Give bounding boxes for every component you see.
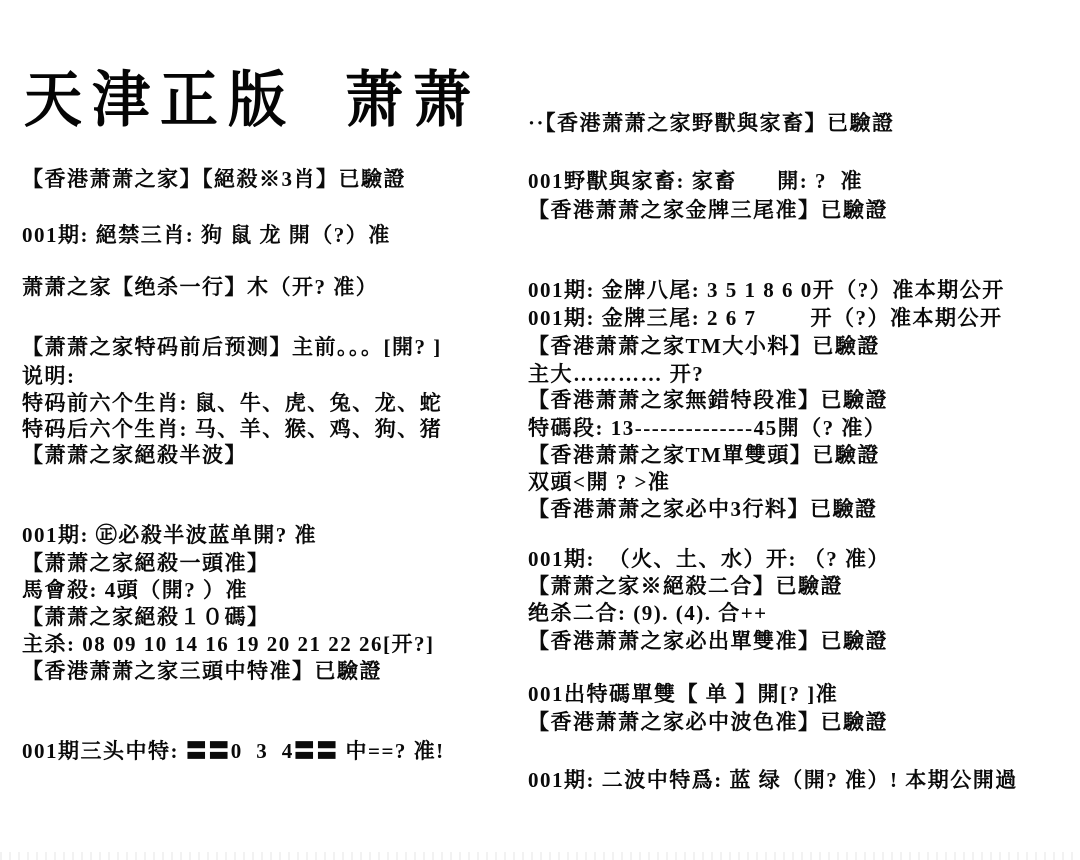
left-line-last-six-zodiacs: 特码后六个生肖: 马、羊、猴、鸡、狗、猪: [22, 417, 443, 441]
right-line-segment-range: 特碼段: 13--------------45開（? 准）: [528, 416, 887, 440]
right-line-oddeven-header: 【香港萧萧之家必出單雙准】已驗證: [528, 629, 888, 653]
left-line-halfwave-header: 【萧萧之家絕殺半波】: [22, 443, 247, 467]
scan-noise-strip: [0, 852, 1080, 860]
left-line-kill-head-header: 【萧萧之家絕殺一頭准】: [22, 551, 270, 575]
left-line-three-heads-header: 【香港萧萧之家三頭中特准】已驗證: [22, 659, 382, 683]
left-line-first-six-zodiacs: 特码前六个生肖: 鼠、牛、虎、兔、龙、蛇: [22, 391, 443, 415]
right-line-segment-header: 【香港萧萧之家無錯特段准】已驗證: [528, 388, 888, 412]
right-line-two-wave-pick: 001期: 二波中特爲: 蓝 绿（開? 准）! 本期公開過: [528, 768, 1018, 792]
right-line-eight-tails: 001期: 金牌八尾: 3 5 1 8 6 0开（?）准本期公开: [528, 278, 1005, 302]
left-line-halfwave-kill: 001期: ㊣必殺半波蓝单開? 准: [22, 523, 317, 547]
left-line-note-label: 说明:: [22, 364, 76, 388]
right-line-bigsmall-header: 【香港萧萧之家TM大小料】已驗證: [528, 334, 880, 358]
right-line-oddeven-head-header: 【香港萧萧之家TM單雙頭】已驗證: [528, 443, 880, 467]
left-line-kill-numbers: 主杀: 08 09 10 14 16 19 20 21 22 26[开?]: [22, 632, 435, 656]
right-line-elements-pick: 001期: （火、土、水）开: （? 准）: [528, 547, 890, 571]
right-line-kill-combo-header: 【萧萧之家※絕殺二合】已驗證: [528, 574, 843, 598]
right-line-beast-pick: 001野獸與家畜: 家畜 開: ? 准: [528, 169, 863, 193]
left-line-banned-zodiacs: 001期: 絕禁三肖: 狗 鼠 龙 開（?）准: [22, 223, 391, 247]
left-line-three-heads-pick: 001期三头中特: 〓〓0 3 4〓〓 中==? 准!: [22, 739, 445, 763]
right-line-main-big: 主大………… 开?: [528, 362, 705, 386]
right-line-oddeven-pick: 001出特碼單雙【 单 】開[? ]准: [528, 682, 839, 706]
right-line-beast-header: ··【香港萧萧之家野獸與家畜】已驗證: [528, 111, 895, 135]
left-line-jockey-kill: 馬會殺: 4頭（開? ）准: [22, 578, 248, 602]
left-line-forecast-header: 【萧萧之家特码前后预测】主前。。。[開? ]: [22, 335, 442, 359]
right-line-threetail-header: 【香港萧萧之家金牌三尾准】已驗證: [528, 198, 888, 222]
right-line-wave-color-header: 【香港萧萧之家必中波色准】已驗證: [528, 710, 888, 734]
right-line-double-head: 双頭<開 ? >准: [528, 470, 671, 494]
left-line-kill-element: 萧萧之家【绝杀一行】木（开? 准）: [22, 275, 379, 299]
left-line-kill-10-header: 【萧萧之家絕殺１０碼】: [22, 605, 270, 629]
right-line-three-tails: 001期: 金牌三尾: 2 6 7 开（?）准本期公开: [528, 306, 1003, 330]
right-line-threerow-header: 【香港萧萧之家必中3行料】已驗證: [528, 497, 878, 521]
left-line-verification-header: 【香港萧萧之家】【絕殺※3肖】已驗證: [22, 167, 406, 191]
page-title: 天津正版 萧萧: [24, 65, 482, 134]
right-line-kill-combo: 绝杀二合: (9). (4). 合++: [528, 601, 768, 625]
